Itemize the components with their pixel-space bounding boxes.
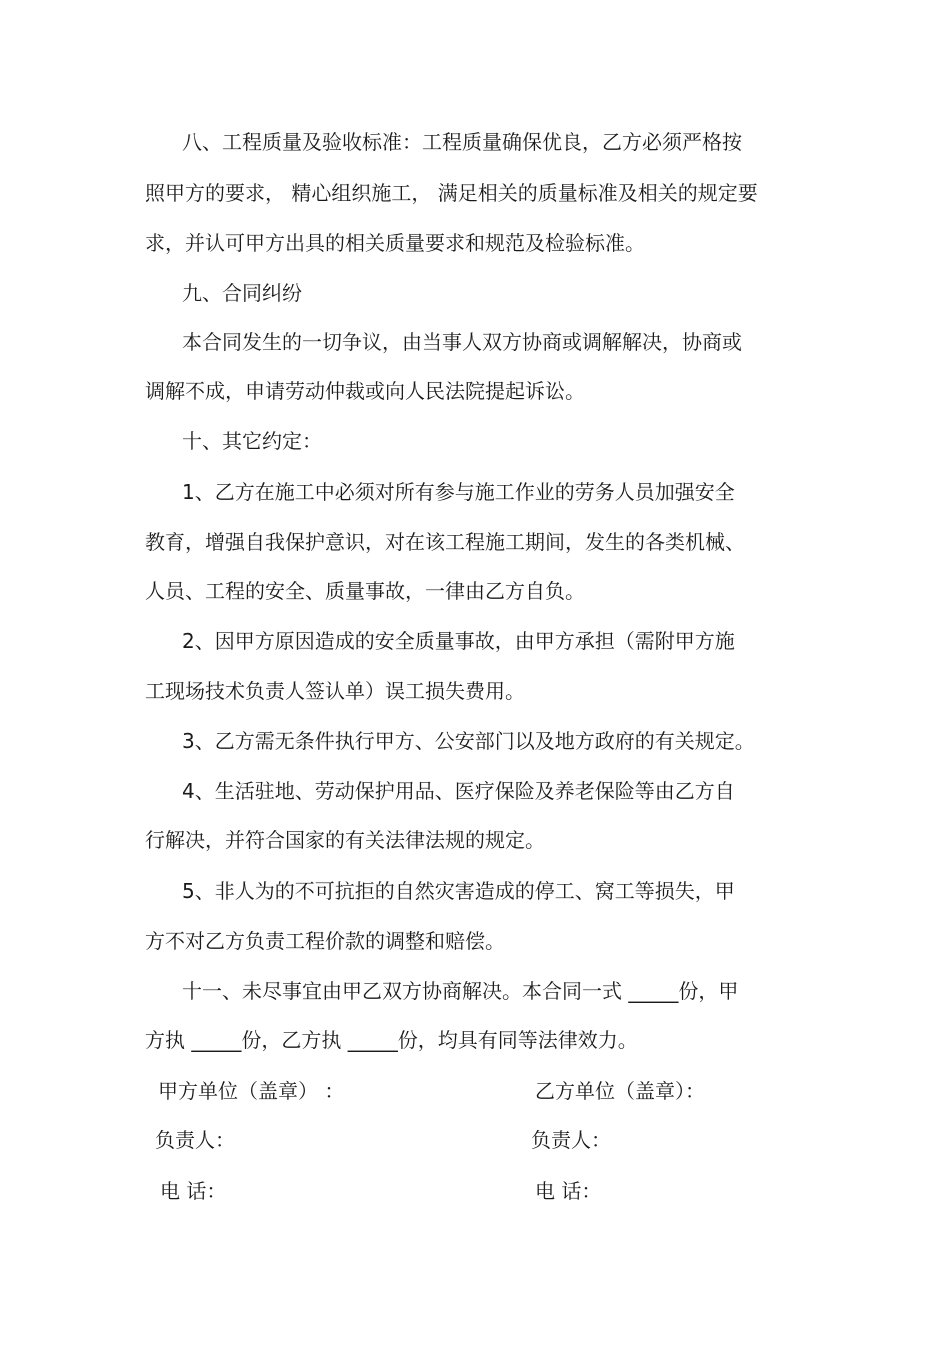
clause-10-heading: 十、其它约定： — [182, 429, 322, 453]
item-2-line-2: 工现场技术负责人签认单）误工损失费用。 — [145, 679, 525, 703]
clause-8-line-1: 八、工程质量及验收标准：工程质量确保优良，乙方必须严格按 — [182, 130, 742, 154]
clause-9-heading: 九、合同纠纷 — [182, 281, 302, 305]
clause-8-line-2: 照甲方的要求， 精心组织施工， 满足相关的质量标准及相关的规定要 — [145, 181, 758, 205]
item-3-line-1: 3、乙方需无条件执行甲方、公安部门以及地方政府的有关规定。 — [182, 729, 755, 753]
item-5-line-2: 方不对乙方负责工程价款的调整和赔偿。 — [145, 929, 505, 953]
party-a-unit-label: 甲方单位（盖章） ： — [158, 1079, 345, 1103]
party-b-phone-label: 电 话： — [535, 1179, 602, 1203]
item-1-line-1: 1、乙方在施工中必须对所有参与施工作业的劳务人员加强安全 — [182, 480, 735, 504]
clause-9-line-2: 调解不成，申请劳动仲裁或向人民法院提起诉讼。 — [145, 379, 585, 403]
item-4-line-2: 行解决，并符合国家的有关法律法规的规定。 — [145, 828, 545, 852]
item-2-line-1: 2、因甲方原因造成的安全质量事故，由甲方承担（需附甲方施 — [182, 629, 735, 653]
item-4-line-1: 4、生活驻地、劳动保护用品、医疗保险及养老保险等由乙方自 — [182, 779, 735, 803]
clause-9-line-1: 本合同发生的一切争议，由当事人双方协商或调解解决，协商或 — [182, 330, 742, 354]
clause-8-line-3: 求，并认可甲方出具的相关质量要求和规范及检验标准。 — [145, 231, 645, 255]
party-b-person-label: 负责人： — [531, 1128, 611, 1152]
party-b-unit-label: 乙方单位（盖章）： — [535, 1079, 705, 1103]
item-5-line-1: 5、非人为的不可抗拒的自然灾害造成的停工、窝工等损失，甲 — [182, 879, 735, 903]
clause-11-line-2: 方执 _____份，乙方执 _____份，均具有同等法律效力。 — [145, 1028, 638, 1052]
party-a-phone-label: 电 话： — [160, 1179, 227, 1203]
item-1-line-3: 人员、工程的安全、质量事故，一律由乙方自负。 — [145, 579, 585, 603]
clause-11-line-1: 十一、未尽事宜由甲乙双方协商解决。本合同一式 _____份，甲 — [182, 979, 739, 1003]
party-a-person-label: 负责人： — [155, 1128, 235, 1152]
item-1-line-2: 教育，增强自我保护意识，对在该工程施工期间，发生的各类机械、 — [145, 530, 745, 554]
